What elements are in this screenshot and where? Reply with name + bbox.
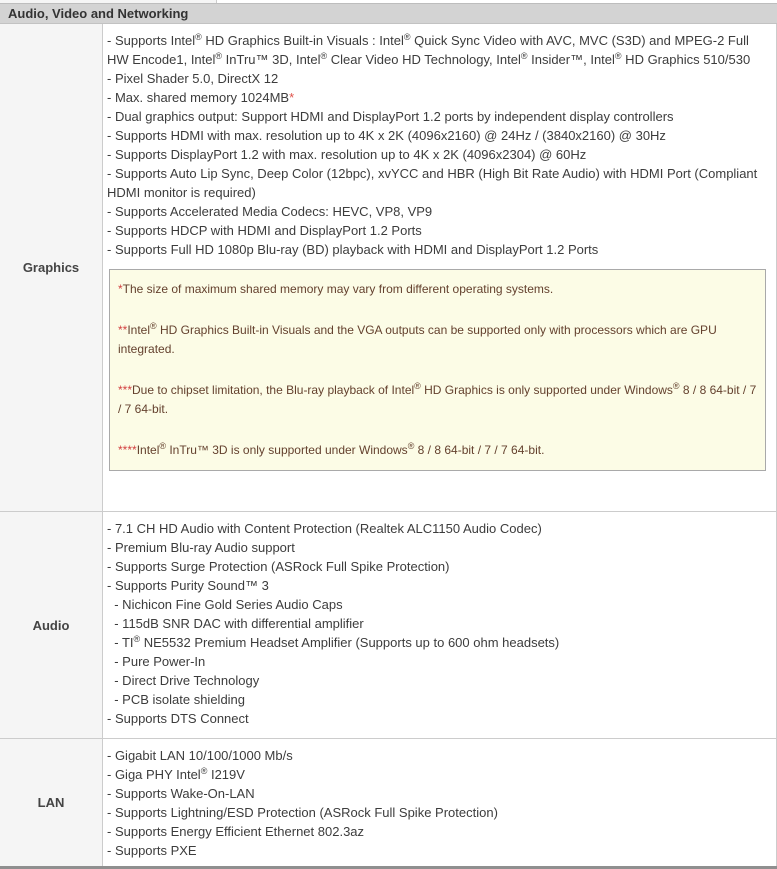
- spec-item: - Supports Full HD 1080p Blu-ray (BD) playback with HDMI and DisplayPort 1.2 Ports: [107, 242, 599, 257]
- spec-item: - Supports DisplayPort 1.2 with max. resolution up to 4K x 2K (4096x2304) @ 60Hz: [107, 147, 587, 162]
- row-label-audio: [0, 512, 103, 738]
- spec-item: - Supports HDCP with HDMI and DisplayPort 1.2 Ports: [107, 223, 422, 238]
- row-content-lan: [103, 739, 776, 866]
- row-content-audio: [103, 512, 776, 738]
- footnote: ***Due to chipset limitation, the Blu-ray playback of Intel® HD Graphics is only supported under Windows® 8 / 8 64-bit / 7 / 7 64-bit.: [118, 381, 760, 416]
- row-label-text: Audio: [32, 617, 70, 633]
- spec-item: - Giga PHY Intel® I219V: [107, 766, 245, 782]
- spec-row-lan: [0, 738, 776, 866]
- spec-item: - Supports Energy Efficient Ethernet 802.3az: [107, 824, 365, 839]
- spec-row-audio: [0, 511, 776, 738]
- row-label-graphics: [0, 24, 103, 511]
- row-label-lan: [0, 739, 103, 866]
- spec-item: - Supports Lightning/ESD Protection (ASRock Full Spike Protection): [107, 805, 498, 820]
- spec-item: - Max. shared memory 1024MB*: [107, 90, 295, 105]
- previous-table-label-column-edge: [0, 0, 217, 3]
- spec-item: - Supports Auto Lip Sync, Deep Color (12bpc), xvYCC and HBR (High Bit Rate Audio) with HDMI Port (Compliant HDMI monitor is required): [107, 166, 761, 200]
- row-content-graphics: [103, 24, 776, 511]
- spec-item: - Pixel Shader 5.0, DirectX 12: [107, 71, 279, 86]
- spec-item: - Supports Surge Protection (ASRock Full Spike Protection): [107, 559, 450, 574]
- spec-item: - PCB isolate shielding: [107, 692, 246, 707]
- spec-item: - Direct Drive Technology: [107, 673, 260, 688]
- graphics-spec-list: [107, 31, 770, 259]
- spec-table: [0, 24, 777, 866]
- spec-item: - Nichicon Fine Gold Series Audio Caps: [107, 597, 343, 612]
- footnote-box: [109, 269, 766, 471]
- spec-item: - Supports Wake-On-LAN: [107, 786, 255, 801]
- spec-item: - Pure Power-In: [107, 654, 206, 669]
- audio-spec-list: [107, 519, 770, 728]
- row-label-text: Graphics: [22, 260, 80, 275]
- footnote: *The size of maximum shared memory may vary from different operating systems.: [118, 282, 554, 296]
- spec-item: - Supports DTS Connect: [107, 711, 249, 726]
- section-title: Audio, Video and Networking: [8, 6, 189, 21]
- spec-item: - 7.1 CH HD Audio with Content Protection (Realtek ALC1150 Audio Codec): [107, 521, 542, 536]
- lan-spec-list: [107, 746, 770, 860]
- spec-item: - 115dB SNR DAC with differential amplifier: [107, 616, 364, 631]
- section-header: [0, 3, 777, 24]
- spec-item: - Supports HDMI with max. resolution up to 4K x 2K (4096x2160) @ 24Hz / (3840x2160) @ 30Hz: [107, 128, 666, 143]
- row-label-text: LAN: [37, 795, 65, 810]
- spec-item: - Gigabit LAN 10/100/1000 Mb/s: [107, 748, 293, 763]
- spec-item: - Supports Purity Sound™ 3: [107, 578, 269, 593]
- spec-row-graphics: [0, 24, 776, 511]
- footnote: ****Intel® InTru™ 3D is only supported under Windows® 8 / 8 64-bit / 7 / 7 64-bit.: [118, 441, 545, 457]
- spec-item: - Premium Blu-ray Audio support: [107, 540, 295, 555]
- spec-item: - Supports PXE: [107, 843, 197, 858]
- spec-item: - TI® NE5532 Premium Headset Amplifier (Supports up to 600 ohm headsets): [107, 634, 560, 650]
- spec-item: - Supports Accelerated Media Codecs: HEVC, VP8, VP9: [107, 204, 433, 219]
- spec-item: - Dual graphics output: Support HDMI and DisplayPort 1.2 ports by independent display controllers: [107, 109, 674, 124]
- footnote: **Intel® HD Graphics Built-in Visuals and the VGA outputs can be supported only with processors which are GPU integrated.: [118, 321, 721, 356]
- spec-item: - Supports Intel® HD Graphics Built-in Visuals : Intel® Quick Sync Video with AVC, MVC (S3D) and MPEG-2 Full HW Encode1, Intel® InTru™ 3D, Intel® Clear Video HD Technology, Intel® Insider™, Intel® HD Graphics 510/530: [107, 32, 753, 67]
